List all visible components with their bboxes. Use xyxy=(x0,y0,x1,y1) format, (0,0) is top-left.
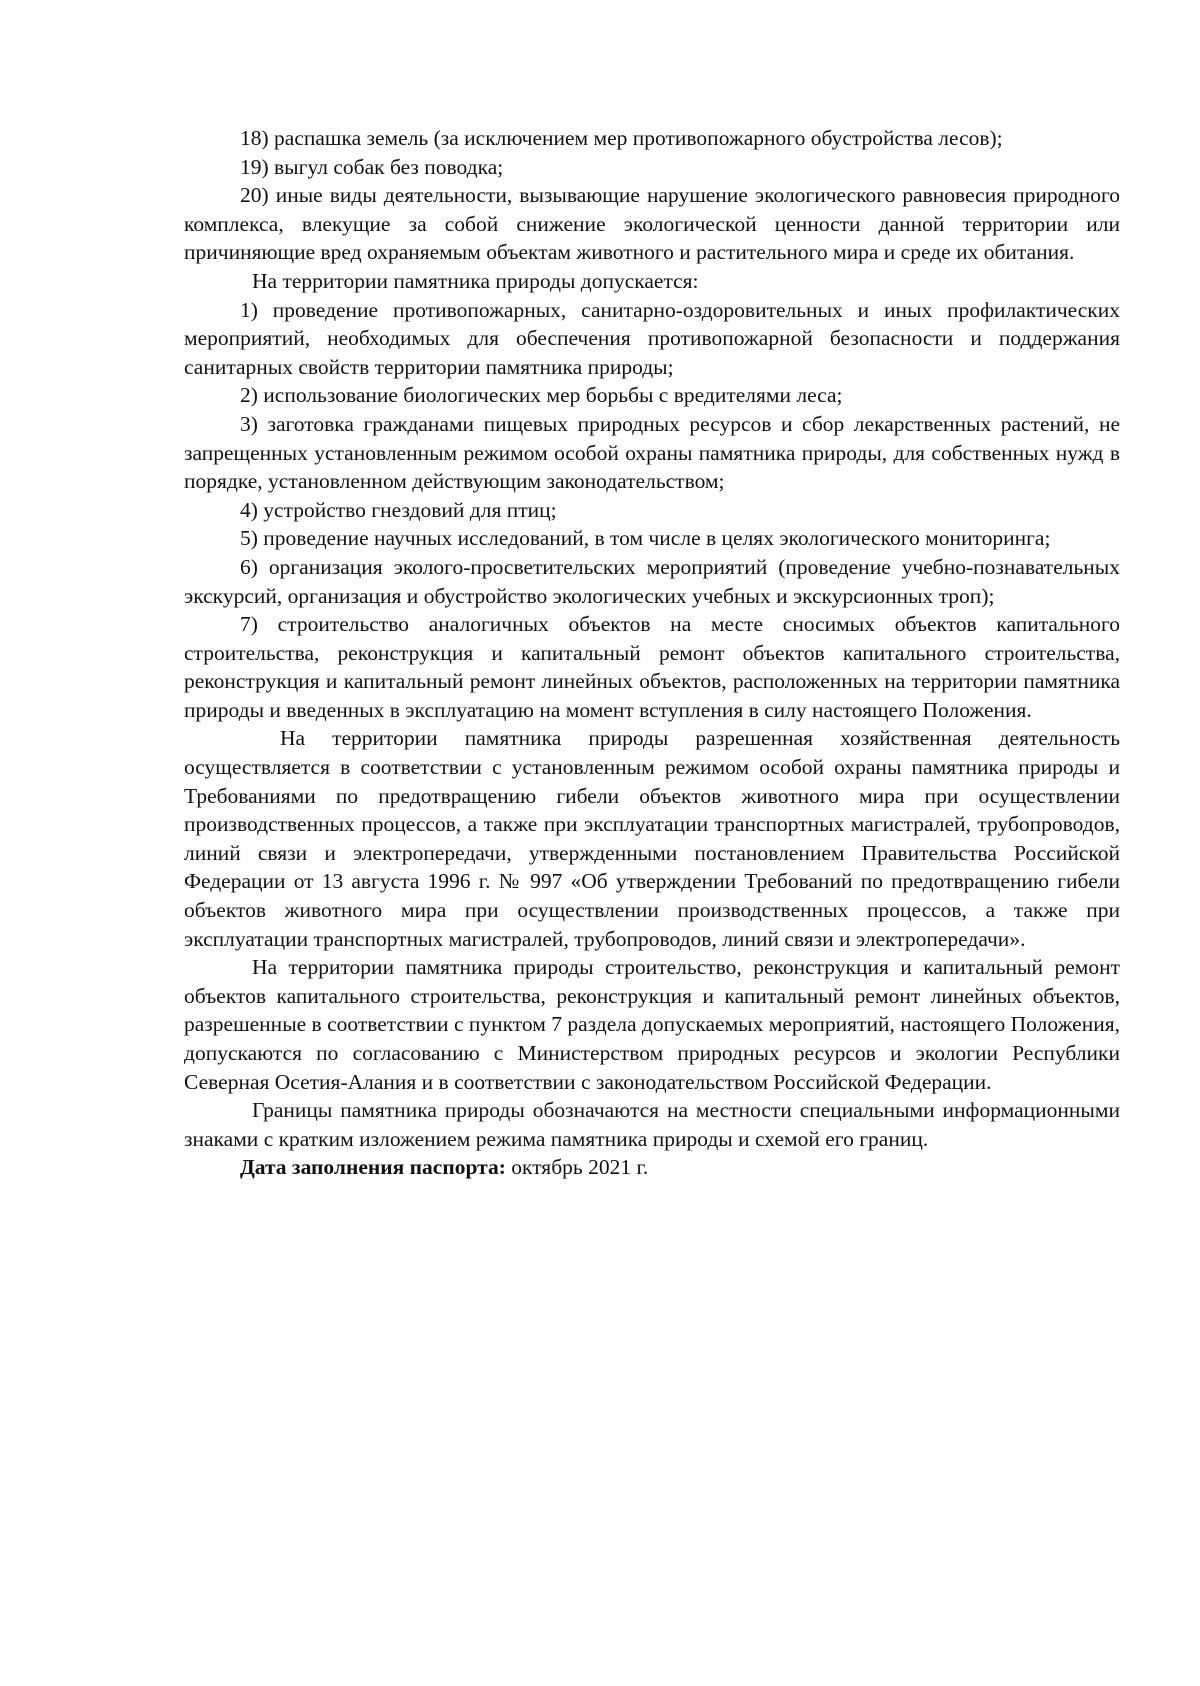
allowed-item-6: 6) организация эколого-просветительских мероприятий (проведение учебно-познавательных экскурсий, организация и обустройство экологических учебных и экскурсионных троп); xyxy=(184,554,1120,608)
allowed-item-4: 4) устройство гнездовий для птиц; xyxy=(240,497,557,522)
document-body xyxy=(184,124,1120,1182)
allowed-item-2: 2) использование биологических мер борьбы с вредителями леса; xyxy=(240,383,843,408)
list-item-20: 20) иные виды деятельности, вызывающие нарушение экологического равновесия природного комплекса, влекущие за собой снижение экологической ценности данной территории или причиняющие вред охраняемым объектам животного и растительного мира и среде их обитания. xyxy=(184,183,1120,265)
list-item-19: 19) выгул собак без поводка; xyxy=(240,154,504,179)
boundaries-paragraph: Границы памятника природы обозначаются на местности специальными информационными знаками с кратким изложением режима памятника природы и схемой его границ. xyxy=(184,1098,1120,1151)
passport-date-line xyxy=(184,1153,1120,1182)
allowed-item-5: 5) проведение научных исследований, в том числе в целях экологического мониторинга; xyxy=(240,526,1051,551)
allowed-item-1: 1) проведение противопожарных, санитарно-оздоровительных и иных профилактических мероприятий, необходимых для обеспечения противопожарной безопасности и поддержания санитарных свойств территории памятника природы; xyxy=(184,297,1120,379)
allowed-item-3: 3) заготовка гражданами пищевых природных ресурсов и сбор лекарственных растений, не запрещенных установленным режимом особой охраны памятника природы, для собственных нужд в порядке, установленном действующим законодательством; xyxy=(184,411,1120,494)
list-item-18: 18) распашка земель (за исключением мер противопожарного обустройства лесов); xyxy=(240,126,1003,150)
passport-date-label: Дата заполнения паспорта: xyxy=(240,1155,506,1180)
allowed-item-7: 7) строительство аналогичных объектов на месте сносимых объектов капитального строительства, реконструкция и капитальный ремонт объектов капитального строительства, реконструкция и капитальный ремонт линейных объектов, расположенных на территории памятника природы и введенных в эксплуатацию на момент вступления в силу настоящего Положения. xyxy=(184,612,1120,722)
economic-activity-paragraph: На территории памятника природы разрешенная хозяйственная деятельность осуществляется в соответствии с установленным режимом особой охраны памятника природы и Требованиями по предотвращению гибели объектов животного мира при осуществлении производственных процессов, а также при эксплуатации транспортных магистралей, трубопроводов, линий связи и электропередачи, утвержденными постановлением Правительства Российской Федерации от 13 августа 1996 г. № 997 «Об утверждении Требований по предотвращению гибели объектов животного мира при осуществлении производственных процессов, а также при эксплуатации транспортных магистралей, трубопроводов, линий связи и электропередачи». xyxy=(184,726,1120,951)
construction-paragraph: На территории памятника природы строительство, реконструкция и капитальный ремонт объектов капитального строительства, реконструкция и капитальный ремонт линейных объектов, разрешенные в соответствии с пунктом 7 раздела допускаемых мероприятий, настоящего Положения, допускаются по согласованию с Министерством природных ресурсов и экологии Республики Северная Осетия-Алания и в соответствии с законодательством Российской Федерации. xyxy=(184,955,1120,1094)
passport-date-value: октябрь 2021 г. xyxy=(505,1155,649,1180)
allowed-heading: На территории памятника природы допускается: xyxy=(252,268,699,293)
